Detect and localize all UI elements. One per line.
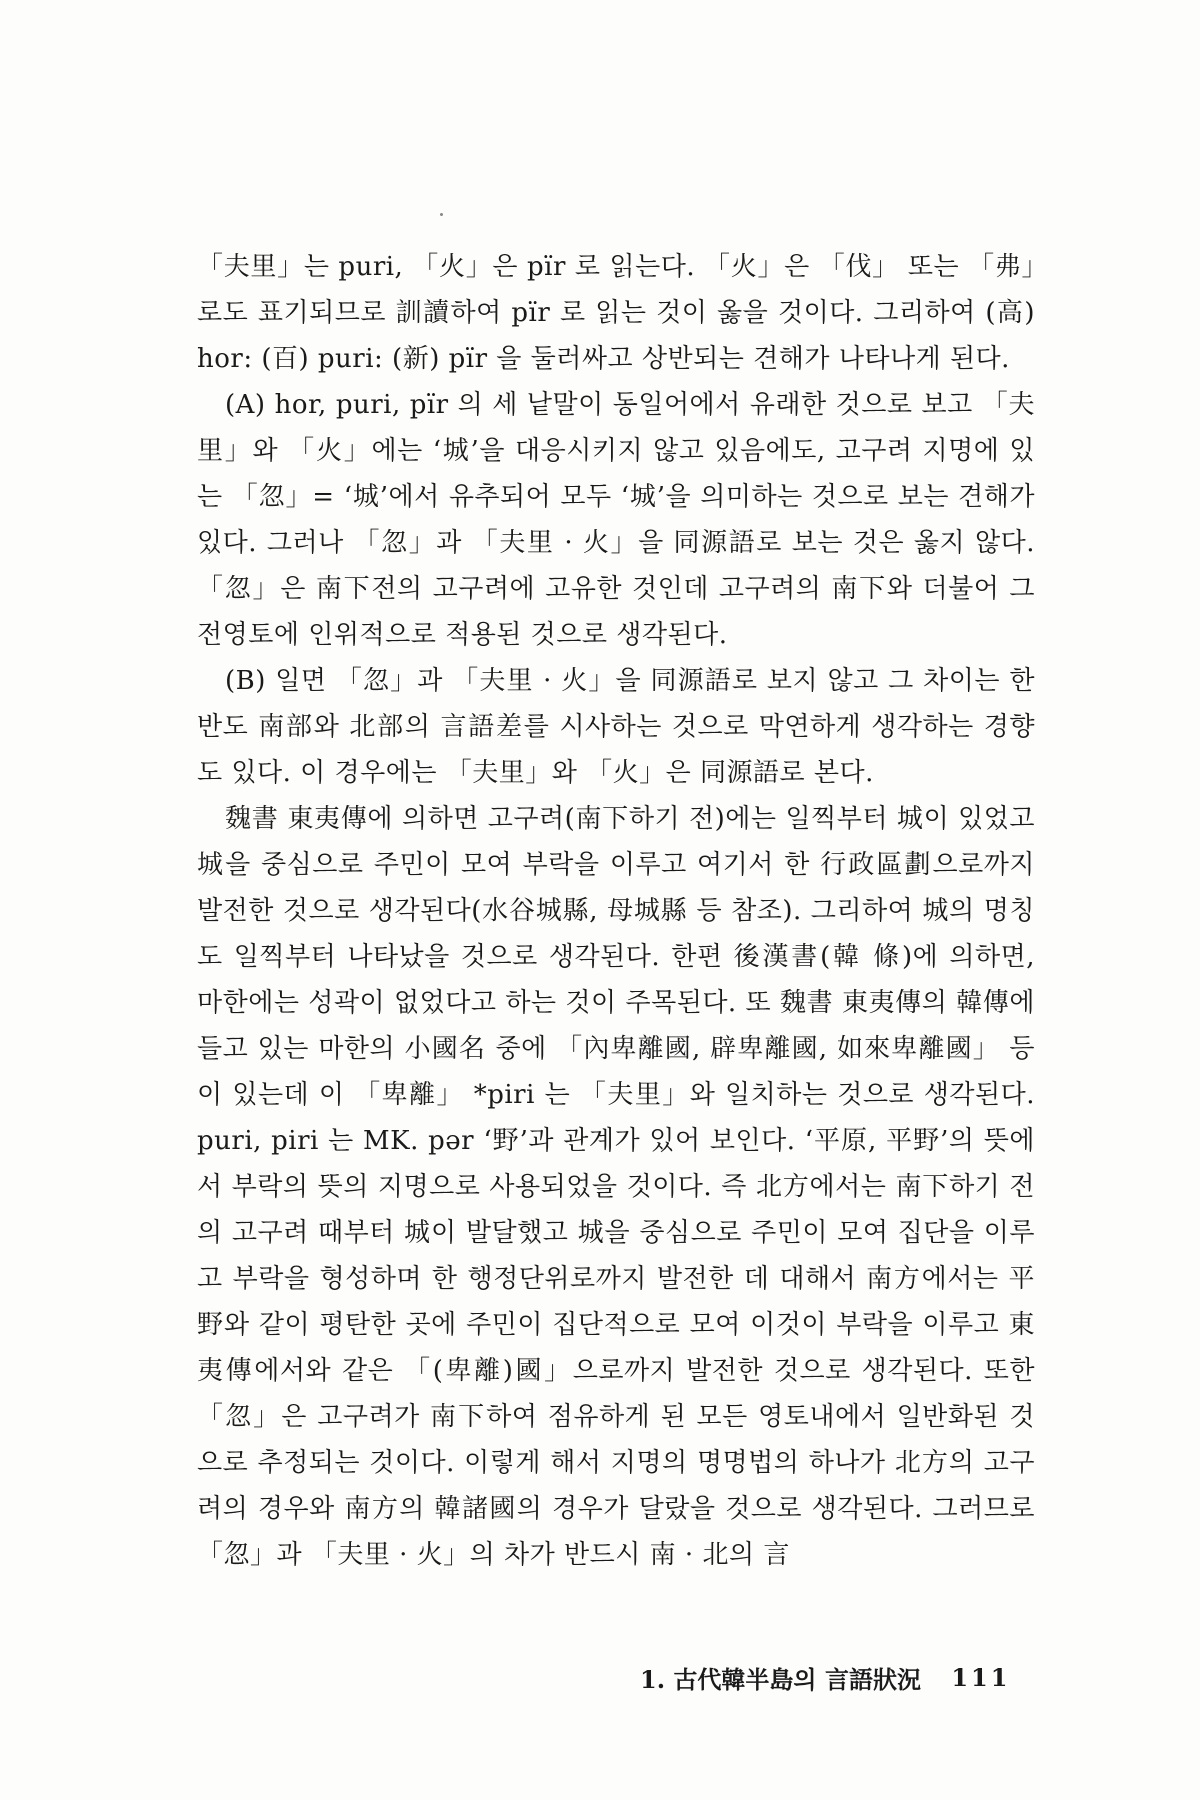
page-number: 111: [951, 1663, 1011, 1692]
running-head: 1. 古代韓半島의 言語狀況: [640, 1665, 921, 1694]
paragraph-3: (B) 일면 「忽」과 「夫里 · 火」을 同源語로 보지 않고 그 차이는 한반도 南部와 北部의 言語差를 시사하는 것으로 막연하게 생각하는 경향도 있다. 이 경우에는 「夫里」와 「火」은 同源語로 본다.: [197, 666, 1035, 788]
paragraph-2: (A) hor, puri, pïr 의 세 낱말이 동일어에서 유래한 것으로 보고 「夫里」와 「火」에는 ‘城’을 대응시키지 않고 있음에도, 고구려 지명에 있는 「忽」= ‘城’에서 유추되어 모두 ‘城’을 의미하는 것으로 보는 견해가 있다. 그러나 「忽」과 「夫里 · 火」을 同源語로 보는 것은 옳지 않다. 「忽」은 南下전의 고구려에 고유한 것인데 고구려의 南下와 더불어 그 전영토에 인위적으로 적용된 것으로 생각된다.: [197, 390, 1035, 650]
paragraph-4: 魏書 東夷傳에 의하면 고구려(南下하기 전)에는 일찍부터 城이 있었고 城을 중심으로 주민이 모여 부락을 이루고 여기서 한 行政區劃으로까지 발전한 것으로 생각된다(水谷城縣, 母城縣 등 참조). 그리하여 城의 명칭도 일찍부터 나타났을 것으로 생각된다. 한편 後漢書(韓 條)에 의하면, 마한에는 성곽이 없었다고 하는 것이 주목된다. 또 魏書 東夷傳의 韓傳에 들고 있는 마한의 小國名 중에 「內卑離國, 辟卑離國, 如來卑離國」 등이 있는데 이 「卑離」 *piri 는 「夫里」와 일치하는 것으로 생각된다. puri, piri 는 MK. pər ‘野’과 관계가 있어 보인다. ‘平原, 平野’의 뜻에서 부락의 뜻의 지명으로 사용되었을 것이다. 즉 北方에서는 南下하기 전의 고구려 때부터 城이 발달했고 城을 중심으로 주민이 모여 집단을 이루고 부락을 형성하며 한 행정단위로까지 발전한 데 대해서 南方에서는 平野와 같이 평탄한 곳에 주민이 집단적으로 모여 이것이 부락을 이루고 東夷傳에서와 같은 「(卑離)國」으로까지 발전한 것으로 생각된다. 또한 「忽」은 고구려가 南下하여 점유하게 된 모든 영토내에서 일반화된 것으로 추정되는 것이다. 이렇게 해서 지명의 명명법의 하나가 北方의 고구려의 경우와 南方의 韓諸國의 경우가 달랐을 것으로 생각된다. 그러므로 「忽」과 「夫里 · 火」의 차가 반드시 南 · 北의 言: [197, 804, 1035, 1570]
paragraph-1: 「夫里」는 puri, 「火」은 pïr 로 읽는다. 「火」은 「伐」 또는 「弗」로도 표기되므로 訓讀하여 pïr 로 읽는 것이 옳을 것이다. 그리하여 (高) hor: (百) puri: (新) pïr 을 둘러싸고 상반되는 견해가 나타나게 된다.: [197, 252, 1035, 374]
body-text: [197, 244, 1035, 1578]
page-footer: [640, 1660, 1040, 1700]
paper-speck: [440, 213, 443, 216]
